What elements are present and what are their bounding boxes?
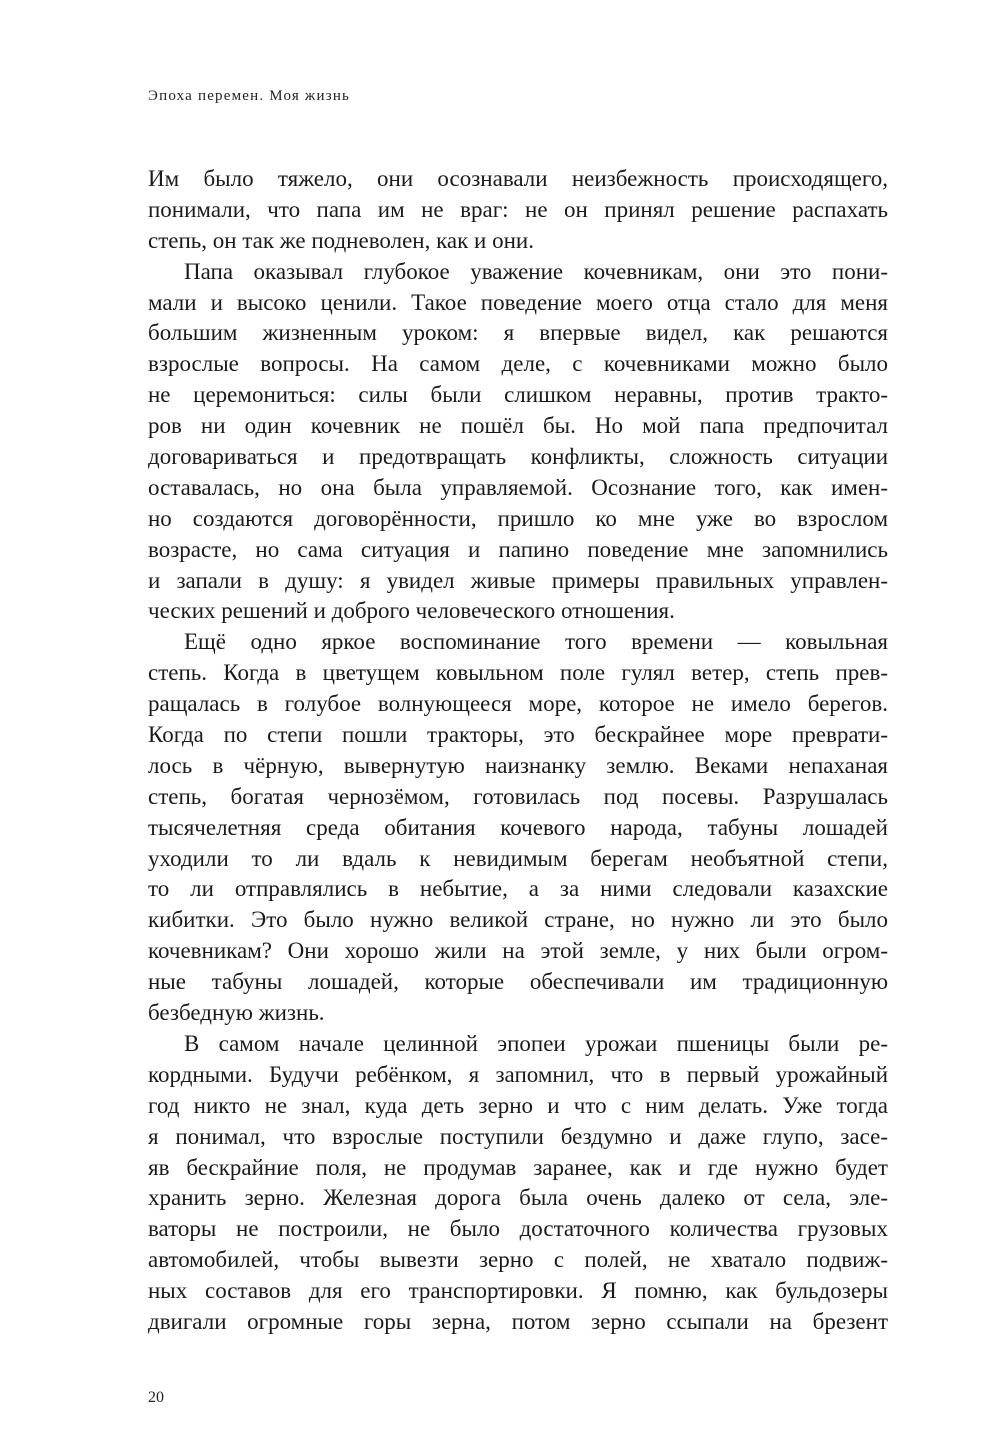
text-line: то ли отправлялись в небытие, а за ними следовали казахские (148, 876, 888, 902)
text-line: я понимал, что взрослые поступили бездумно и даже глупо, засе- (148, 1123, 888, 1149)
text-line: понимали, что папа им не враг: не он принял решение распахать (148, 196, 888, 222)
text-line: взрослые вопросы. На самом деле, с кочевниками можно было (148, 351, 888, 377)
text-line: ращалась в голубое волнующееся море, которое не имело берегов. (148, 691, 888, 717)
text-line: кочевникам? Они хорошо жили на этой земле, у них были огром- (148, 938, 888, 964)
text-line: хранить зерно. Железная дорога была очень далеко от села, эле- (148, 1185, 888, 1211)
text-line: Ещё одно яркое воспоминание того времени — ковыльная (184, 629, 888, 655)
text-line: и запали в душу: я увидел живые примеры правильных управлен- (148, 567, 888, 593)
text-line: оставалась, но она была управляемой. Осознание того, как имен- (148, 474, 888, 500)
text-line: ных составов для его транспортировки. Я помню, как бульдозеры (148, 1278, 888, 1304)
text-line: яв бескрайние поля, не продумав заранее, как и где нужно будет (148, 1154, 888, 1180)
text-line: степь. Когда в цветущем ковыльном поле гулял ветер, степь прев- (148, 660, 888, 686)
text-line: ческих решений и доброго человеческого отношения. (148, 598, 675, 624)
paragraph (148, 627, 888, 1029)
text-line: мали и высоко ценили. Такое поведение моего отца стало для меня (148, 289, 888, 315)
text-line: не церемониться: силы были слишком неравны, против тракто- (148, 382, 888, 408)
text-line: кибитки. Это было нужно великой стране, но нужно ли это было (148, 907, 888, 933)
text-line: степь, богатая чернозёмом, готовилась под посевы. Разрушалась (148, 783, 888, 809)
text-line: лось в чёрную, вывернутую наизнанку землю. Веками непаханая (148, 752, 888, 778)
body-text (148, 164, 888, 1338)
text-line: Папа оказывал глубокое уважение кочевникам, они это пони- (184, 258, 888, 284)
paragraph (148, 1029, 888, 1338)
text-line: большим жизненным уроком: я впервые видел, как решаются (148, 320, 888, 346)
text-line: уходили то ли вдаль к невидимым берегам необъятной степи, (148, 845, 888, 871)
text-line: ные табуны лошадей, которые обеспечивали им традиционную (148, 969, 888, 995)
text-line: Когда по степи пошли тракторы, это бескрайнее море преврати- (148, 722, 888, 748)
text-line: степь, он так же подневолен, как и они. (148, 227, 534, 253)
paragraph (148, 164, 888, 257)
text-line: безбедную жизнь. (148, 1000, 325, 1026)
text-line: возрасте, но сама ситуация и папино поведение мне запомнились (148, 536, 888, 562)
paragraph (148, 257, 888, 628)
text-line: но создаются договорённости, пришло ко мне уже во взрослом (148, 505, 888, 531)
text-line: договариваться и предотвращать конфликты, сложность ситуации (148, 444, 888, 470)
running-head: Эпоха перемен. Моя жизнь (148, 88, 351, 104)
text-line: Им было тяжело, они осознавали неизбежность происходящего, (148, 166, 888, 191)
text-line: двигали огромные горы зерна, потом зерно ссыпали на брезент (148, 1308, 888, 1334)
text-line: ров ни один кочевник не пошёл бы. Но мой папа предпочитал (148, 413, 888, 439)
text-line: год никто не знал, куда деть зерно и что с ним делать. Уже тогда (148, 1092, 888, 1118)
text-line: В самом начале целинной эпопеи урожаи пшеницы были ре- (184, 1030, 888, 1056)
text-line: тысячелетняя среда обитания кочевого народа, табуны лошадей (148, 814, 888, 840)
text-line: ваторы не построили, не было достаточного количества грузовых (148, 1216, 888, 1242)
text-line: кордными. Будучи ребёнком, я запомнил, что в первый урожайный (148, 1061, 888, 1087)
page-number: 20 (148, 1389, 164, 1406)
text-line: автомобилей, чтобы вывезти зерно с полей, не хватало подвиж- (148, 1247, 888, 1273)
